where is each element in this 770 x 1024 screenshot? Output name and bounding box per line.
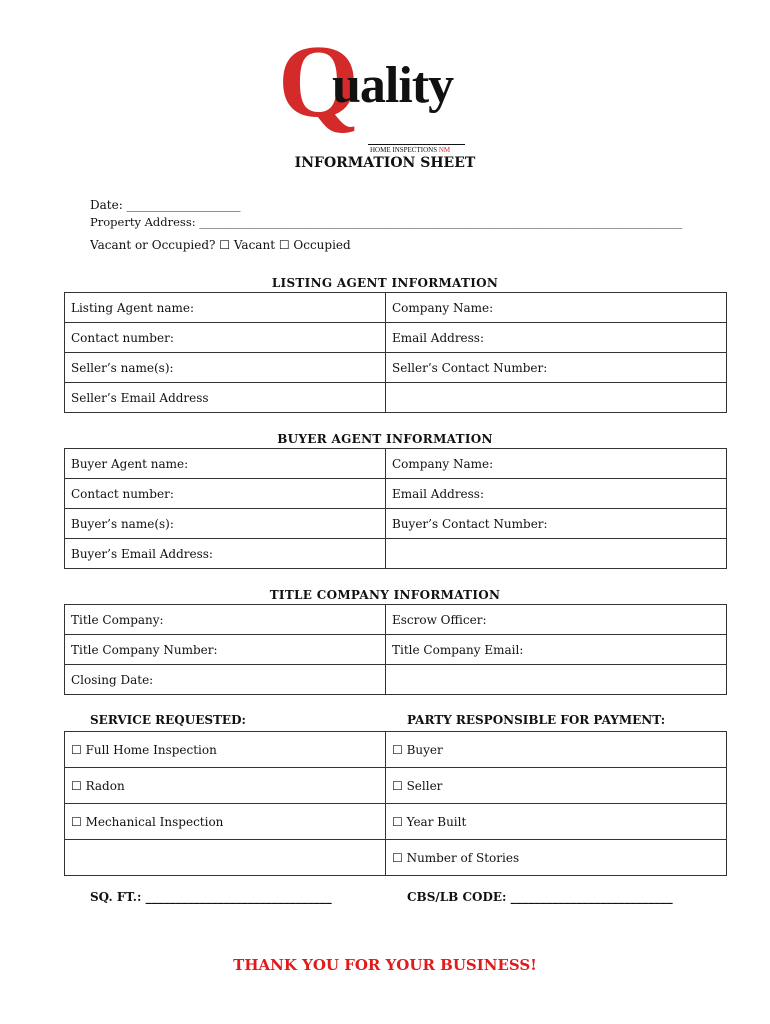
title-company-number-cell[interactable]: Title Company Number:: [65, 635, 386, 665]
cbs-lb-code-field[interactable]: CBS/LB CODE: ___________________________: [407, 890, 673, 904]
listing-company-name-cell[interactable]: Company Name:: [386, 293, 727, 323]
listing-agent-title: LISTING AGENT INFORMATION: [271, 276, 499, 290]
table-row: [65, 509, 727, 539]
page-title: INFORMATION SHEET: [294, 155, 476, 171]
seller-email-cell[interactable]: Seller’s Email Address: [65, 383, 386, 413]
vacant-occupied-line[interactable]: Vacant or Occupied? ☐ Vacant ☐ Occupied: [90, 238, 351, 252]
table-row: [65, 293, 727, 323]
buyer-agent-table: [64, 448, 727, 569]
services-table: [64, 731, 727, 876]
logo-underline: [368, 144, 465, 145]
mechanical-inspection-checkbox[interactable]: ☐ Mechanical Inspection: [65, 804, 386, 840]
buyer-agent-name-cell[interactable]: Buyer Agent name:: [65, 449, 386, 479]
radon-checkbox[interactable]: ☐ Radon: [65, 768, 386, 804]
listing-agent-table: [64, 292, 727, 413]
escrow-officer-cell[interactable]: Escrow Officer:: [386, 605, 727, 635]
title-company-email-cell[interactable]: Title Company Email:: [386, 635, 727, 665]
seller-checkbox[interactable]: ☐ Seller: [386, 768, 727, 804]
buyer-company-name-cell[interactable]: Company Name:: [386, 449, 727, 479]
table-row: [65, 768, 727, 804]
buyer-agent-title: BUYER AGENT INFORMATION: [277, 432, 493, 446]
table-row: [65, 605, 727, 635]
buyer-contact-number-cell[interactable]: Contact number:: [65, 479, 386, 509]
empty-cell: [65, 840, 386, 876]
buyer-email-address-cell[interactable]: Buyer’s Email Address:: [65, 539, 386, 569]
company-logo: [276, 24, 506, 154]
table-row: [65, 479, 727, 509]
party-responsible-heading: PARTY RESPONSIBLE FOR PAYMENT:: [407, 713, 666, 727]
table-row: [65, 635, 727, 665]
table-row: [65, 323, 727, 353]
table-row: [65, 804, 727, 840]
buyer-checkbox[interactable]: ☐ Buyer: [386, 732, 727, 768]
title-company-table: [64, 604, 727, 695]
service-requested-heading: SERVICE REQUESTED:: [90, 713, 246, 727]
seller-contact-cell[interactable]: Seller’s Contact Number:: [386, 353, 727, 383]
buyer-name-cell[interactable]: Buyer’s name(s):: [65, 509, 386, 539]
logo-q: Q: [278, 24, 357, 139]
empty-cell: [386, 665, 727, 695]
closing-date-cell[interactable]: Closing Date:: [65, 665, 386, 695]
listing-email-cell[interactable]: Email Address:: [386, 323, 727, 353]
date-field[interactable]: Date: ___________________: [90, 198, 241, 212]
title-company-cell[interactable]: Title Company:: [65, 605, 386, 635]
buyer-contact-cell[interactable]: Buyer’s Contact Number:: [386, 509, 727, 539]
table-row: [65, 665, 727, 695]
table-row: [65, 383, 727, 413]
listing-agent-name-cell[interactable]: Listing Agent name:: [65, 293, 386, 323]
full-home-inspection-checkbox[interactable]: ☐ Full Home Inspection: [65, 732, 386, 768]
empty-cell: [386, 383, 727, 413]
table-row: [65, 840, 727, 876]
table-row: [65, 732, 727, 768]
number-of-stories-checkbox[interactable]: ☐ Number of Stories: [386, 840, 727, 876]
table-row: [65, 353, 727, 383]
logo-subtitle: [370, 146, 450, 154]
year-built-checkbox[interactable]: ☐ Year Built: [386, 804, 727, 840]
property-address-field[interactable]: Property Address: ____________________________________________________________________________________: [90, 215, 683, 229]
logo-subtitle-nm: NM: [438, 146, 451, 154]
table-row: [65, 449, 727, 479]
empty-cell: [386, 539, 727, 569]
logo-wordmark: uality: [332, 57, 454, 114]
sqft-field[interactable]: SQ. FT.: _______________________________: [90, 890, 332, 904]
title-company-title: TITLE COMPANY INFORMATION: [269, 588, 501, 602]
buyer-email-cell[interactable]: Email Address:: [386, 479, 727, 509]
logo-subtitle-text: HOME INSPECTIONS: [370, 146, 438, 154]
thank-you-message: THANK YOU FOR YOUR BUSINESS!: [233, 956, 537, 974]
table-row: [65, 539, 727, 569]
seller-name-cell[interactable]: Seller’s name(s):: [65, 353, 386, 383]
listing-contact-number-cell[interactable]: Contact number:: [65, 323, 386, 353]
